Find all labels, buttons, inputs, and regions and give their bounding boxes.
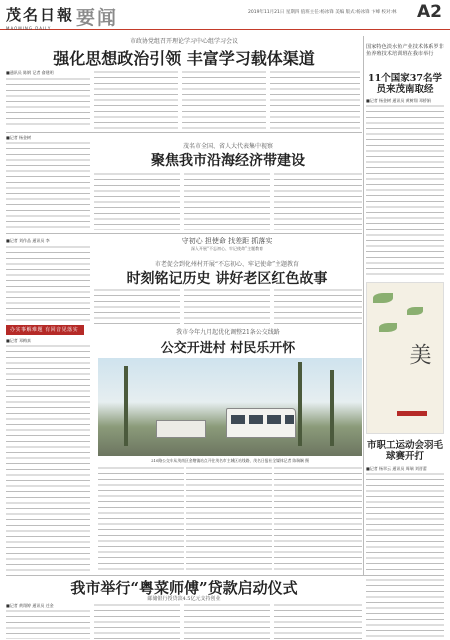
story2-byline: ■记者 杨金树 xyxy=(6,135,32,140)
story6-headline[interactable]: 我市举行“粤菜师傅”贷款启动仪式 xyxy=(70,579,298,597)
story6-col4 xyxy=(274,603,362,639)
divider xyxy=(6,233,362,234)
story3-col4 xyxy=(274,288,362,324)
banner-subtitle: 深入开展“不忘初心、牢记使命”主题教育 xyxy=(190,246,264,251)
sidebar-byline: ■记者 杨金树 通讯员 黄树翔 邓桥娟 xyxy=(366,98,431,103)
palm-tree xyxy=(124,366,128,446)
divider xyxy=(6,575,444,576)
story6-col1 xyxy=(6,609,90,639)
masthead xyxy=(0,0,450,30)
story5-body xyxy=(366,472,444,574)
section-banner: 办实事解难题 有回音见落实 xyxy=(6,325,84,335)
sidebar-headline[interactable]: 11个国家37名学员来茂南取经 xyxy=(368,73,442,95)
logo-text: 茂名日報 xyxy=(6,6,75,24)
story3-col2 xyxy=(94,288,180,324)
story2-col1 xyxy=(6,141,90,229)
palm-tree xyxy=(298,362,302,446)
section-title: 要闻 xyxy=(76,7,119,29)
story4-col1 xyxy=(6,344,90,574)
divider xyxy=(6,132,362,133)
theme-banner xyxy=(92,236,362,256)
photo-caption: 210路公交车从茂南区金塘镇站点开往茂名市主城区站线路，茂名日报社全媒体记者 陈瑞娴 摄 xyxy=(151,458,309,463)
story2-col4 xyxy=(274,172,362,230)
page-number: A2 xyxy=(417,2,442,22)
story1-col1 xyxy=(6,77,90,129)
palm-tree xyxy=(330,370,334,446)
story4-kicker: 我市今年九月起优化调整21条公交线路 xyxy=(176,329,280,336)
public-service-ad[interactable] xyxy=(366,282,444,434)
column-rule xyxy=(363,36,364,576)
story6-col2 xyxy=(94,603,180,639)
story1-col4 xyxy=(270,70,360,129)
banner-title: 守初心 担使命 找差距 抓落实 xyxy=(181,237,273,245)
news-photo[interactable] xyxy=(98,358,362,456)
story6-col5 xyxy=(366,578,444,639)
story4-byline: ■记者 邓梅真 xyxy=(6,338,32,343)
story3-byline: ■记者 刘作品 通讯员 李 xyxy=(6,238,50,243)
story1-col2 xyxy=(94,70,178,129)
story4-headline[interactable]: 公交开进村 村民乐开怀 xyxy=(160,341,296,356)
story4-col4 xyxy=(274,466,362,574)
ad-stamp xyxy=(397,411,427,416)
story6-subtitle: 邮储银行授贷款4.5亿元支持创业 xyxy=(147,596,221,602)
logo-english: MAOMING DAILY xyxy=(6,26,52,31)
story2-headline[interactable]: 聚焦我市沿海经济带建设 xyxy=(151,153,305,169)
story3-col3 xyxy=(184,288,270,324)
story4-col3 xyxy=(186,466,272,574)
sidebar-kicker: 国家特色淡水鱼产业技术体系罗非鱼养殖技术培训班在我市举行 xyxy=(366,44,444,57)
story6-byline: ■记者 黄翔婷 通讯员 迁金 xyxy=(6,603,54,608)
story1-col3 xyxy=(182,70,266,129)
bus-image xyxy=(156,420,206,438)
story3-kicker: 市老促会到化州村开展“不忘初心、牢记使命”主题教育 xyxy=(154,261,300,268)
sidebar-body xyxy=(366,104,444,278)
story2-col2 xyxy=(94,172,180,230)
story3-col1 xyxy=(6,245,90,322)
story4-col2 xyxy=(98,466,184,574)
story2-kicker: 茂名市全国、省人大代表集中视察 xyxy=(182,143,273,150)
story5-headline[interactable]: 市职工运动会羽毛球赛开打 xyxy=(366,440,443,462)
story5-byline: ■记者 杨翠云 通讯员 周瑞 刘晋蕾 xyxy=(366,466,427,471)
story1-byline: ■通讯员 陈钢 记者 俞建明 xyxy=(6,70,54,75)
story2-col3 xyxy=(184,172,270,230)
story3-headline[interactable]: 时刻铭记历史 讲好老区红色故事 xyxy=(126,271,328,287)
bus-image xyxy=(226,408,296,438)
dateline: 2019年11月21日 星期四 值班主任:杨冰锋 美编 版式:杨冰锋 卞峰 校对:林 xyxy=(248,10,397,15)
story1-kicker: 市政协党组召开理论学习中心组学习会议 xyxy=(129,38,238,45)
newspaper-logo xyxy=(6,4,74,31)
story1-headline[interactable]: 强化思想政治引领 丰富学习载体渠道 xyxy=(53,49,315,68)
ad-calligraphy: 美 xyxy=(406,343,431,365)
story6-col3 xyxy=(184,603,270,639)
